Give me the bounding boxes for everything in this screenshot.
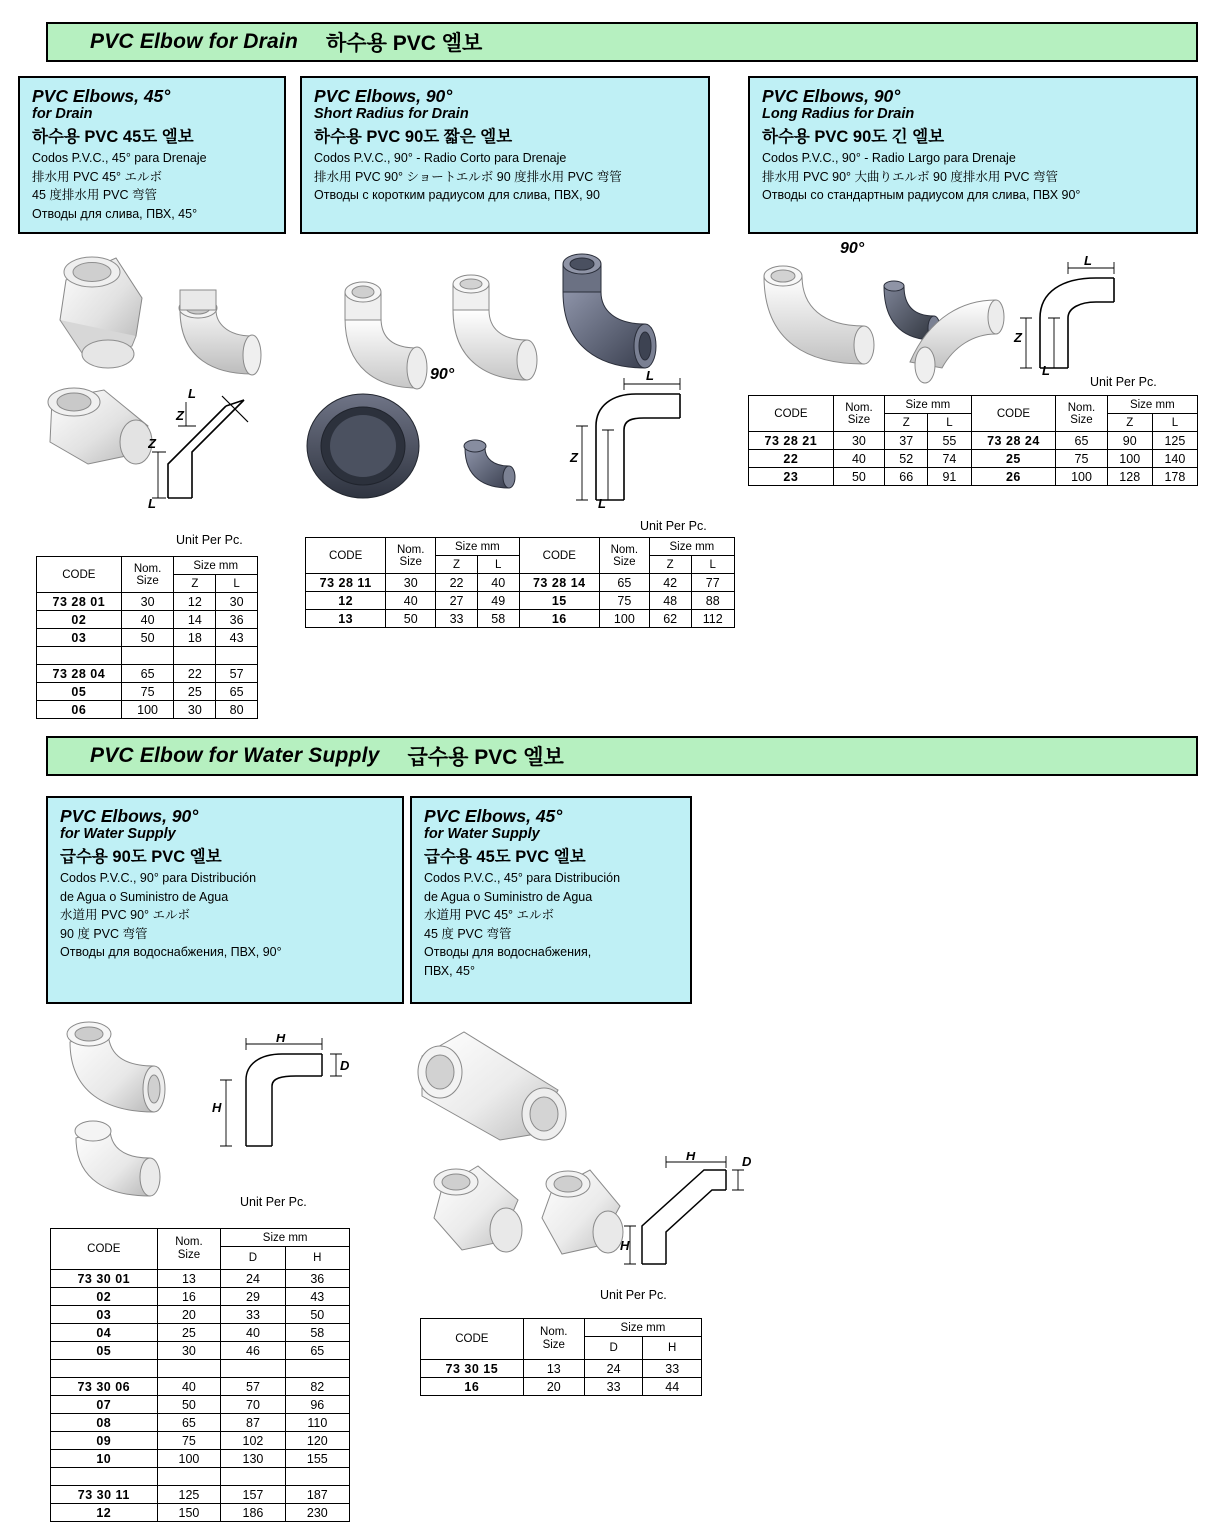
table-row bbox=[51, 1486, 350, 1504]
cell-z: 37 bbox=[885, 432, 928, 450]
title-ko: 하수용 PVC 90도 긴 엘보 bbox=[762, 128, 945, 146]
unit-per-pc-drain-90-short: Unit Per Pc. bbox=[640, 519, 707, 533]
table-row bbox=[51, 1288, 350, 1306]
title-sub-2: 水道用 PVC 90° エルボ bbox=[60, 908, 191, 922]
cell-l: 30 bbox=[216, 593, 258, 611]
cell-code: 73 28 24 bbox=[971, 432, 1056, 450]
th-l: L bbox=[928, 414, 971, 432]
cell-h: 36 bbox=[285, 1270, 349, 1288]
drawing-water-90-dimension bbox=[210, 1034, 350, 1164]
angle-label-drain-90-long bbox=[840, 240, 864, 258]
cell-d: 40 bbox=[221, 1324, 285, 1342]
cell-nom: 40 bbox=[157, 1378, 221, 1396]
cell-code: 73 30 15 bbox=[421, 1360, 524, 1378]
cell-code: 06 bbox=[37, 701, 122, 719]
th-nom: Nom. Size bbox=[833, 396, 884, 432]
cell-h: 155 bbox=[285, 1450, 349, 1468]
table-row bbox=[51, 1306, 350, 1324]
table-row bbox=[306, 592, 735, 610]
table-row bbox=[749, 450, 1198, 468]
cell-z: 22 bbox=[174, 665, 216, 683]
th-l: L bbox=[216, 575, 258, 593]
cell-l: 140 bbox=[1152, 450, 1197, 468]
cell-code: 02 bbox=[51, 1288, 158, 1306]
table-row bbox=[51, 1450, 350, 1468]
product-title-water-45 bbox=[410, 796, 692, 1004]
title-ko: 급수용 90도 PVC 엘보 bbox=[60, 848, 222, 866]
cell-code: 73 28 14 bbox=[519, 574, 599, 592]
cell-d: 186 bbox=[221, 1504, 285, 1522]
cell-h: 33 bbox=[643, 1360, 702, 1378]
cell-l: 57 bbox=[216, 665, 258, 683]
cell-nom: 50 bbox=[121, 629, 174, 647]
section-banner-water bbox=[46, 736, 1198, 776]
cell-nom: 20 bbox=[523, 1378, 584, 1396]
cell-z: 52 bbox=[885, 450, 928, 468]
cell-nom: 16 bbox=[157, 1288, 221, 1306]
th-sizemm: Size mm bbox=[436, 538, 519, 556]
title-sub-1: 排水用 PVC 90° ショートエルボ 90 度排水用 PVC 弯管 bbox=[314, 169, 622, 184]
dim-label-l2: L bbox=[1042, 363, 1050, 376]
cell-nom: 125 bbox=[157, 1486, 221, 1504]
cell-l: 112 bbox=[691, 610, 734, 628]
cell-h: 187 bbox=[285, 1486, 349, 1504]
title-sub-3: 90 度 PVC 弯管 bbox=[60, 926, 148, 941]
banner-title-en: PVC Elbow for Water Supply bbox=[90, 744, 380, 767]
th-z: Z bbox=[174, 575, 216, 593]
th-nom: Nom. Size bbox=[386, 538, 436, 574]
table-row bbox=[51, 1414, 350, 1432]
cell-nom: 30 bbox=[833, 432, 884, 450]
th-h: H bbox=[285, 1247, 349, 1270]
table-row-spacer bbox=[37, 647, 258, 665]
banner-title-ko: 급수용 PVC 엘보 bbox=[407, 746, 564, 769]
banner-title-ko: 하수용 PVC 엘보 bbox=[326, 32, 483, 55]
cell-d: 57 bbox=[221, 1378, 285, 1396]
cell-nom: 75 bbox=[157, 1432, 221, 1450]
cell-z: 62 bbox=[649, 610, 691, 628]
unit-per-pc-drain-90-long: Unit Per Pc. bbox=[1090, 375, 1157, 389]
cell-nom: 65 bbox=[157, 1414, 221, 1432]
title-ko: 하수용 PVC 90도 짧은 엘보 bbox=[314, 128, 513, 146]
cell-nom: 65 bbox=[1056, 432, 1107, 450]
product-title-water-90 bbox=[46, 796, 404, 1004]
cell-code: 05 bbox=[51, 1342, 158, 1360]
cell-d: 102 bbox=[221, 1432, 285, 1450]
table-drain-90-short bbox=[305, 537, 735, 628]
title-en-sub: for Water Supply bbox=[424, 826, 540, 842]
cell-h: 110 bbox=[285, 1414, 349, 1432]
cell-l: 91 bbox=[928, 468, 971, 486]
th-code: CODE bbox=[37, 557, 122, 593]
cell-d: 33 bbox=[584, 1378, 643, 1396]
cell-z: 33 bbox=[436, 610, 478, 628]
cell-z: 100 bbox=[1107, 450, 1152, 468]
cell-nom: 65 bbox=[121, 665, 174, 683]
title-en: PVC Elbows, 90° bbox=[314, 86, 453, 106]
dim-label-h2: H bbox=[212, 1100, 222, 1115]
cell-nom: 75 bbox=[599, 592, 649, 610]
title-sub-0: Codos P.V.C., 90° - Radio Largo para Drenaje bbox=[762, 151, 1016, 165]
cell-d: 29 bbox=[221, 1288, 285, 1306]
cell-code: 25 bbox=[971, 450, 1056, 468]
cell-code: 07 bbox=[51, 1396, 158, 1414]
cell-nom: 150 bbox=[157, 1504, 221, 1522]
cell-code: 10 bbox=[51, 1450, 158, 1468]
th-sizemm: Size mm bbox=[221, 1229, 350, 1247]
table-row bbox=[37, 665, 258, 683]
section-banner-drain bbox=[46, 22, 1198, 62]
cell-code: 22 bbox=[749, 450, 834, 468]
th-z: Z bbox=[436, 556, 478, 574]
title-sub-4: Отводы для водоснабжения, ПВХ, 90° bbox=[60, 945, 282, 959]
th-l: L bbox=[477, 556, 519, 574]
cell-d: 24 bbox=[221, 1270, 285, 1288]
dim-label-z: Z bbox=[570, 450, 578, 465]
table-row bbox=[51, 1342, 350, 1360]
dim-label-l2: L bbox=[148, 496, 156, 510]
cell-z: 128 bbox=[1107, 468, 1152, 486]
dim-label-h: H bbox=[686, 1152, 696, 1163]
cell-nom: 75 bbox=[121, 683, 174, 701]
table-row bbox=[749, 432, 1198, 450]
dim-label-l: L bbox=[188, 386, 196, 401]
table-row bbox=[421, 1360, 702, 1378]
cell-z: 30 bbox=[174, 701, 216, 719]
cell-l: 55 bbox=[928, 432, 971, 450]
drawing-drain-90-short-dimension bbox=[560, 370, 720, 510]
title-sub-0: Codos P.V.C., 45° para Drenaje bbox=[32, 151, 207, 165]
cell-nom: 100 bbox=[121, 701, 174, 719]
cell-l: 58 bbox=[477, 610, 519, 628]
drawing-drain-90-long-photos bbox=[750, 244, 1010, 384]
cell-d: 33 bbox=[221, 1306, 285, 1324]
title-en-sub: for Drain bbox=[32, 106, 93, 122]
table-row bbox=[421, 1378, 702, 1396]
dim-label-h2: H bbox=[620, 1238, 630, 1253]
cell-z: 27 bbox=[436, 592, 478, 610]
cell-code: 09 bbox=[51, 1432, 158, 1450]
cell-h: 44 bbox=[643, 1378, 702, 1396]
drawing-drain-45-dimension bbox=[148, 380, 298, 510]
cell-nom: 30 bbox=[386, 574, 436, 592]
th-z-2: Z bbox=[649, 556, 691, 574]
title-en-sub: for Water Supply bbox=[60, 826, 176, 842]
cell-code: 73 28 11 bbox=[306, 574, 386, 592]
table-row bbox=[37, 593, 258, 611]
cell-z: 14 bbox=[174, 611, 216, 629]
title-en-sub: Short Radius for Drain bbox=[314, 106, 469, 122]
table-drain-45 bbox=[36, 556, 258, 719]
cell-code: 15 bbox=[519, 592, 599, 610]
dim-label-z2: Z bbox=[148, 436, 156, 451]
th-l-2: L bbox=[1152, 414, 1197, 432]
cell-l: 88 bbox=[691, 592, 734, 610]
cell-nom: 13 bbox=[523, 1360, 584, 1378]
drawing-water-45-dimension bbox=[620, 1152, 760, 1282]
dim-label-l2: L bbox=[598, 496, 606, 510]
cell-code: 04 bbox=[51, 1324, 158, 1342]
unit-per-pc-drain-45: Unit Per Pc. bbox=[176, 533, 243, 547]
th-sizemm-2: Size mm bbox=[649, 538, 734, 556]
th-code: CODE bbox=[51, 1229, 158, 1270]
table-row bbox=[749, 468, 1198, 486]
cell-d: 46 bbox=[221, 1342, 285, 1360]
title-sub-4: Отводы для водоснабжения, bbox=[424, 945, 592, 959]
table-row bbox=[37, 683, 258, 701]
th-sizemm: Size mm bbox=[885, 396, 971, 414]
th-code-2: CODE bbox=[519, 538, 599, 574]
cell-l: 178 bbox=[1152, 468, 1197, 486]
cell-nom: 40 bbox=[386, 592, 436, 610]
cell-nom: 30 bbox=[157, 1342, 221, 1360]
th-sizemm: Size mm bbox=[584, 1319, 701, 1337]
unit-per-pc-water-45: Unit Per Pc. bbox=[600, 1288, 667, 1302]
dim-label-d: D bbox=[742, 1154, 752, 1169]
cell-nom: 100 bbox=[599, 610, 649, 628]
angle-text: 90° bbox=[430, 366, 455, 383]
th-code: CODE bbox=[749, 396, 834, 432]
cell-code: 03 bbox=[51, 1306, 158, 1324]
th-sizemm: Size mm bbox=[174, 557, 258, 575]
product-title-drain-90-long bbox=[748, 76, 1198, 234]
drawing-water-45-photos bbox=[408, 1010, 638, 1270]
cell-nom: 50 bbox=[157, 1396, 221, 1414]
cell-d: 24 bbox=[584, 1360, 643, 1378]
dim-label-h: H bbox=[276, 1034, 286, 1045]
table-water-45 bbox=[420, 1318, 702, 1396]
cell-l: 77 bbox=[691, 574, 734, 592]
table-row bbox=[306, 574, 735, 592]
title-en-sub: Long Radius for Drain bbox=[762, 106, 915, 122]
th-l-2: L bbox=[691, 556, 734, 574]
table-row bbox=[51, 1396, 350, 1414]
th-nom-2: Nom. Size bbox=[599, 538, 649, 574]
table-row bbox=[51, 1378, 350, 1396]
cell-l: 80 bbox=[216, 701, 258, 719]
product-title-drain-90-short bbox=[300, 76, 710, 234]
cell-code: 73 28 21 bbox=[749, 432, 834, 450]
table-row-spacer bbox=[51, 1360, 350, 1378]
table-row bbox=[51, 1324, 350, 1342]
dim-label-d: D bbox=[340, 1058, 350, 1073]
cell-code: 73 30 01 bbox=[51, 1270, 158, 1288]
cell-l: 125 bbox=[1152, 432, 1197, 450]
th-code: CODE bbox=[306, 538, 386, 574]
title-sub-0: Codos P.V.C., 90° - Radio Corto para Drenaje bbox=[314, 151, 567, 165]
title-sub-2: Отводы с коротким радиусом для слива, ПВХ, 90 bbox=[314, 188, 600, 202]
unit-per-pc-water-90: Unit Per Pc. bbox=[240, 1195, 307, 1209]
th-h: H bbox=[643, 1337, 702, 1360]
table-row bbox=[51, 1504, 350, 1522]
title-en: PVC Elbows, 45° bbox=[424, 806, 563, 826]
cell-l: 43 bbox=[216, 629, 258, 647]
table-row bbox=[51, 1270, 350, 1288]
cell-l: 65 bbox=[216, 683, 258, 701]
cell-d: 157 bbox=[221, 1486, 285, 1504]
cell-code: 26 bbox=[971, 468, 1056, 486]
cell-z: 12 bbox=[174, 593, 216, 611]
title-sub-1: 排水用 PVC 45° エルボ bbox=[32, 169, 163, 184]
banner-title-en: PVC Elbow for Drain bbox=[90, 30, 298, 53]
table-drain-90-long bbox=[748, 395, 1198, 486]
title-en: PVC Elbows, 90° bbox=[762, 86, 901, 106]
cell-nom: 25 bbox=[157, 1324, 221, 1342]
cell-h: 58 bbox=[285, 1324, 349, 1342]
cell-z: 25 bbox=[174, 683, 216, 701]
dim-label-l: L bbox=[1084, 256, 1092, 268]
title-sub-5: ПВХ, 45° bbox=[424, 963, 475, 978]
cell-code: 03 bbox=[37, 629, 122, 647]
cell-code: 73 30 11 bbox=[51, 1486, 158, 1504]
product-title-drain-45 bbox=[18, 76, 286, 234]
cell-nom: 65 bbox=[599, 574, 649, 592]
cell-z: 22 bbox=[436, 574, 478, 592]
title-sub-1: de Agua o Suministro de Agua bbox=[60, 889, 229, 904]
cell-h: 82 bbox=[285, 1378, 349, 1396]
cell-code: 16 bbox=[519, 610, 599, 628]
title-sub-1: 排水用 PVC 90° 大曲りエルボ 90 度排水用 PVC 弯管 bbox=[762, 169, 1059, 184]
title-sub-2: 水道用 PVC 45° エルボ bbox=[424, 908, 555, 922]
cell-h: 230 bbox=[285, 1504, 349, 1522]
table-row bbox=[37, 629, 258, 647]
cell-nom: 13 bbox=[157, 1270, 221, 1288]
cell-h: 43 bbox=[285, 1288, 349, 1306]
cell-z: 90 bbox=[1107, 432, 1152, 450]
title-sub-0: Codos P.V.C., 45° para Distribución bbox=[424, 871, 621, 885]
th-d: D bbox=[584, 1337, 643, 1360]
angle-label-drain-90-short bbox=[430, 366, 454, 384]
cell-l: 36 bbox=[216, 611, 258, 629]
th-z-2: Z bbox=[1107, 414, 1152, 432]
cell-nom: 50 bbox=[833, 468, 884, 486]
cell-z: 66 bbox=[885, 468, 928, 486]
cell-code: 12 bbox=[51, 1504, 158, 1522]
th-nom: Nom. Size bbox=[121, 557, 174, 593]
title-en: PVC Elbows, 45° bbox=[32, 86, 171, 106]
table-water-90 bbox=[50, 1228, 350, 1522]
cell-code: 73 28 04 bbox=[37, 665, 122, 683]
table-row bbox=[37, 701, 258, 719]
table-row bbox=[306, 610, 735, 628]
title-ko: 급수용 45도 PVC 엘보 bbox=[424, 848, 586, 866]
cell-nom: 40 bbox=[833, 450, 884, 468]
cell-code: 16 bbox=[421, 1378, 524, 1396]
title-en: PVC Elbows, 90° bbox=[60, 806, 199, 826]
title-sub-3: 45 度 PVC 弯管 bbox=[424, 926, 512, 941]
dim-label-z: Z bbox=[1014, 330, 1022, 345]
cell-code: 05 bbox=[37, 683, 122, 701]
cell-d: 70 bbox=[221, 1396, 285, 1414]
title-sub-1: de Agua o Suministro de Agua bbox=[424, 889, 593, 904]
cell-d: 87 bbox=[221, 1414, 285, 1432]
th-code-2: CODE bbox=[971, 396, 1056, 432]
cell-nom: 20 bbox=[157, 1306, 221, 1324]
table-row bbox=[37, 611, 258, 629]
cell-code: 02 bbox=[37, 611, 122, 629]
title-sub-2: 45 度排水用 PVC 弯管 bbox=[32, 188, 158, 202]
cell-h: 120 bbox=[285, 1432, 349, 1450]
cell-nom: 50 bbox=[386, 610, 436, 628]
cell-h: 65 bbox=[285, 1342, 349, 1360]
cell-h: 96 bbox=[285, 1396, 349, 1414]
title-sub-3: Отводы для слива, ПВХ, 45° bbox=[32, 206, 198, 221]
table-row bbox=[51, 1432, 350, 1450]
th-code: CODE bbox=[421, 1319, 524, 1360]
cell-z: 48 bbox=[649, 592, 691, 610]
cell-nom: 40 bbox=[121, 611, 174, 629]
cell-nom: 100 bbox=[157, 1450, 221, 1468]
cell-z: 18 bbox=[174, 629, 216, 647]
title-sub-0: Codos P.V.C., 90° para Distribución bbox=[60, 871, 257, 885]
dim-label-l: L bbox=[646, 370, 654, 383]
cell-code: 12 bbox=[306, 592, 386, 610]
angle-text: 90° bbox=[840, 240, 865, 257]
dim-label-z: Z bbox=[176, 408, 184, 423]
th-sizemm-2: Size mm bbox=[1107, 396, 1197, 414]
cell-nom: 30 bbox=[121, 593, 174, 611]
cell-l: 74 bbox=[928, 450, 971, 468]
cell-l: 40 bbox=[477, 574, 519, 592]
th-nom: Nom. Size bbox=[157, 1229, 221, 1270]
cell-l: 49 bbox=[477, 592, 519, 610]
drawing-drain-90-long-dimension bbox=[1010, 256, 1140, 376]
cell-code: 73 28 01 bbox=[37, 593, 122, 611]
cell-code: 13 bbox=[306, 610, 386, 628]
th-d: D bbox=[221, 1247, 285, 1270]
th-nom-2: Nom. Size bbox=[1056, 396, 1107, 432]
th-z: Z bbox=[885, 414, 928, 432]
th-nom: Nom. Size bbox=[523, 1319, 584, 1360]
cell-h: 50 bbox=[285, 1306, 349, 1324]
cell-z: 42 bbox=[649, 574, 691, 592]
cell-code: 08 bbox=[51, 1414, 158, 1432]
cell-nom: 100 bbox=[1056, 468, 1107, 486]
cell-d: 130 bbox=[221, 1450, 285, 1468]
cell-code: 23 bbox=[749, 468, 834, 486]
cell-nom: 75 bbox=[1056, 450, 1107, 468]
cell-code: 73 30 06 bbox=[51, 1378, 158, 1396]
title-sub-2: Отводы со стандартным радиусом для слива, ПВХ 90° bbox=[762, 188, 1081, 202]
title-ko: 하수용 PVC 45도 엘보 bbox=[32, 128, 194, 146]
table-row-spacer bbox=[51, 1468, 350, 1486]
